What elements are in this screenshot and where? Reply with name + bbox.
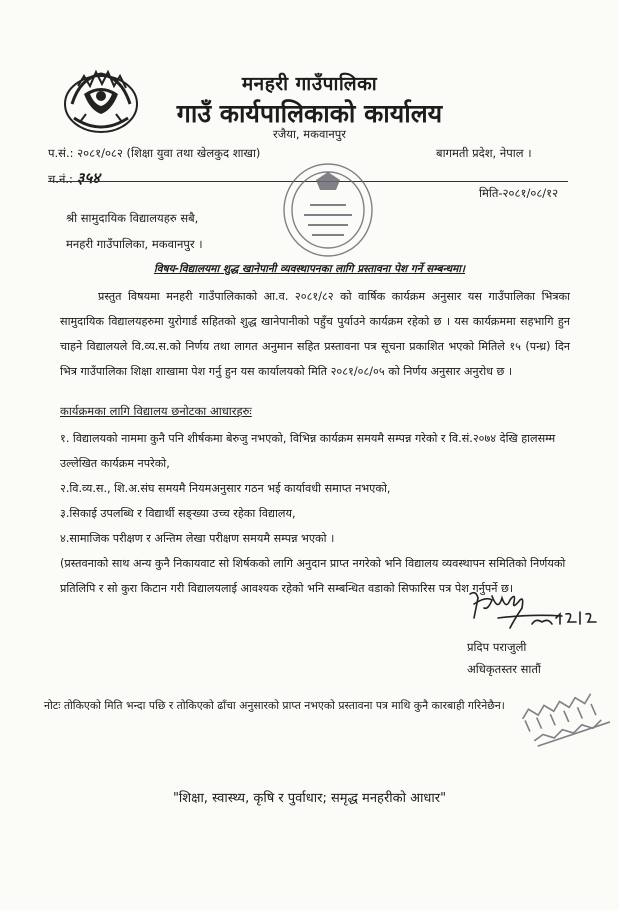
- recipient-line-2: मनहरी गाउँपालिका, मकवानपुर ।: [66, 237, 203, 251]
- criteria-heading: कार्यक्रमका लागि विद्यालय छनोटका आधारहरुः: [60, 404, 252, 418]
- letter-subject: [0, 262, 619, 276]
- footer-note: नोटः तोकिएको मिति भन्दा पछि र तोकिएको ढाँचा अनुसारको प्राप्त नभएको प्रस्तावना पत्र माथि कुनै कारबाही गरिनेछैन।: [44, 699, 505, 712]
- dispatch-label: च.नं.:: [48, 172, 73, 186]
- criteria-item: १. विद्यालयको नाममा कुनै पनि शीर्षकमा बेरुजु नभएको, विभिन्न कार्यक्रम समयमै सम्पन्न गरेको र वि.सं.२०७४ देखि हालसम्म उल्लेखित कार्यक्रम नपरेको,: [60, 432, 556, 470]
- signatory-name-stamp: [518, 688, 618, 750]
- criteria-list: [60, 426, 580, 551]
- subject-text: विषय-विद्यालयमा शुद्ध खानेपानी व्यवस्थापनका लागि प्रस्तावना पेश गर्ने सम्बन्धमा।: [153, 263, 466, 275]
- office-address: रजैया, मकवानपुर: [273, 127, 346, 141]
- body-paragraph: [60, 284, 570, 384]
- municipality-motto: "शिक्षा, स्वास्थ्य, कृषि र पुर्वाधार; समृद्ध मनहरीको आधार": [172, 791, 447, 806]
- closing-paragraph: (प्रस्तवनाको साथ अन्य कुनै निकायवाट सो शिर्षकको लागि अनुदान प्राप्त नगरेको भनि विद्यालय व्यवस्थापन समितिको निर्णयको प्रतिलिपि र सो कुरा किटान गरी विद्यालयलाई आवश्यक रहेको भनि सम्बन्धित वडाको सिफारिस पत्र पेश गर्नुपर्ने छ।: [60, 557, 566, 595]
- criteria-item: ३.सिकाई उपलब्धि र विद्यार्थी सङ्ख्या उच्च रहेका विद्यालय,: [60, 507, 296, 520]
- municipality-name: मनहरी गाउँपालिका: [241, 73, 378, 95]
- recipient-line-1: श्री सामुदायिक विद्यालयहरु सबै,: [66, 211, 199, 225]
- reference-number: प.सं.: २०८१/०८२ (शिक्षा युवा तथा खेलकुद शाखा): [48, 146, 261, 160]
- handwritten-signature: [462, 588, 612, 634]
- criteria-item: २.वि.व्य.स., शि.अ.संघ समयमै नियमअनुसार गठन भई कार्यावधी समाप्त नभएको,: [60, 482, 391, 495]
- office-round-stamp: [280, 160, 376, 260]
- criteria-item: ४.सामाजिक परीक्षण र अन्तिम लेखा परीक्षण समयमै सम्पन्न भएको ।: [60, 532, 335, 545]
- dispatch-number-handwritten: ३५४: [76, 169, 100, 187]
- office-title: गाउँ कार्यपालिकाको कार्यालय: [176, 99, 443, 128]
- letter-date: मिति-२०८१/०८/१२: [479, 186, 559, 200]
- province-name: बागमती प्रदेश, नेपाल ।: [436, 146, 532, 160]
- dispatch-number: [48, 168, 100, 188]
- body-paragraph-text: प्रस्तुत विषयमा मनहरी गाउँपालिकाको आ.व. २०८१/८२ को वार्षिक कार्यक्रम अनुसार यस गाउँपालिका भित्रका सामुदायिक विद्यालयहरुमा युरोगार्ड सहितको शुद्ध खानेपानीको पहुँच पुर्याउने कार्यक्रम रहेको छ । यस कार्यक्रममा सहभागि हुन चाहने विद्यालयले वि.व्य.स.को निर्णय तथा लागत अनुमान सहित प्रस्तावना पत्र सूचना प्रकाशित भएको मितिले १५ (पन्ध्र) दिन भित्र गाउँपालिका शिक्षा शाखामा पेश गर्नु हुन यस कार्यालयको मिति २०८१/०८/०५ को निर्णय अनुसार अनुरोध छ ।: [60, 290, 570, 378]
- signatory-name: प्रदिप पराजुली: [467, 640, 527, 654]
- signatory-title: अधिकृतस्तर सातौं: [467, 662, 541, 676]
